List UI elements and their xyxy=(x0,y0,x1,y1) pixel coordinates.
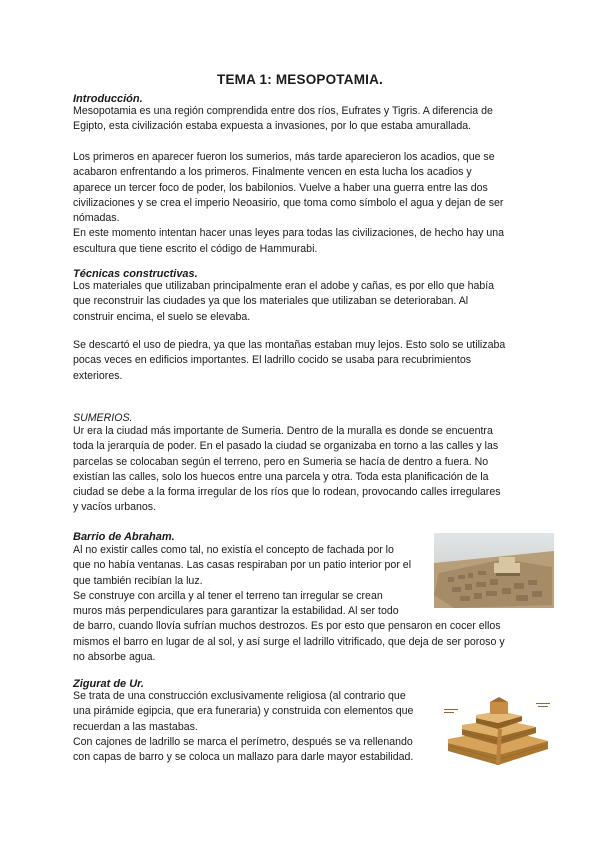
paragraph-barrio: Al no existir calles como tal, no existía el concepto de fachada por lo que no había ventanas. Las casas respiraban por un patio interior por el que también recibían la luz. Se construye con arcilla y al tener el terreno tan irregular se crean muros más perpendiculares para garantizar la estabilidad. Al ser todo de barro, cuando llovía sufrían muchos destrozos. Es por esto que pensaron en cocer ellos mismos el barro en lugar de al sol, y así surge el ladrillo vitrificado, que deja de ser poroso y no absorbe agua. xyxy=(73,544,505,664)
heading-barrio-abraham: Barrio de Abraham. xyxy=(73,531,175,543)
paragraph-intro-1: Mesopotamia es una región comprendida entre dos ríos, Eufrates y Tigris. A diferencia de Egipto, esta civilización estaba expuesta a invasiones, por lo que estaba amurallada. xyxy=(73,105,493,133)
paragraph-intro-2: Los primeros en aparecer fueron los sumerios, más tarde aparecieron los acadios, que se acabaron enfrentando a los primeros. Finalmente vencen en esta lucha los acadios y aparece un tercer foco de poder, los babilonios. Vuelve a haber una guerra entre las dos civilizaciones y se crea el imperio Neoasirio, que toma como símbolo el agua y dejan de ser nómadas. En este momento intentan hacer unas leyes para todas las civilizaciones, de hecho hay una escultura que tiene escrito el código de Hammurabi. xyxy=(73,151,505,255)
page-title: TEMA 1: MESOPOTAMIA. xyxy=(217,72,383,87)
paragraph-zigurat: Se trata de una construcción exclusivamente religiosa (al contrario que una pirámide egipcia, que era funeraria) y construida con elementos que recuerdan a las mastabas. Con cajones de ladrillo se marca el perímetro, después se va rellenando con capas de barro y se coloca un mallazo para darle mayor estabilidad. xyxy=(73,690,414,764)
ur-city-aerial-illustration xyxy=(434,533,554,608)
paragraph-tecnicas-1: Los materiales que utilizaban principalmente eran el adobe y cañas, es por ello que había que reconstruir las ciudades ya que los materiales que utilizaban se deterioraban. Al construir encima, el suelo se elevaba. xyxy=(73,280,495,323)
heading-introduccion: Introducción. xyxy=(73,93,143,105)
heading-zigurat: Zigurat de Ur. xyxy=(73,678,144,690)
paragraph-sumerios: Ur era la ciudad más importante de Sumeria. Dentro de la muralla es donde se encuentra toda la jerarquía de poder. En el pasado la ciudad se organizaba en torno a las calles y las parcelas se colocaban según el terreno, pero en Sumeria se hacía de dentro a fuera. No existían las calles, solo los huecos entre una parcela y otra. Toda esta planificación de la ciudad se debe a la forma irregular de los ríos que lo rodean, provocando calles irregulares y vacíos urbanos. xyxy=(73,425,501,514)
ziggurat-cutaway-illustration xyxy=(440,689,555,774)
paragraph-tecnicas-2: Se descartó el uso de piedra, ya que las montañas estaban muy lejos. Esto solo se utilizaba pocas veces en edificios importantes. El ladrillo cocido se usaba para recubrimientos exteriores. xyxy=(73,339,506,382)
ziggurat-cutaway-image xyxy=(440,689,555,774)
heading-sumerios: SUMERIOS. xyxy=(73,412,133,424)
ur-city-aerial-image xyxy=(434,533,554,608)
heading-tecnicas: Técnicas constructivas. xyxy=(73,268,198,280)
